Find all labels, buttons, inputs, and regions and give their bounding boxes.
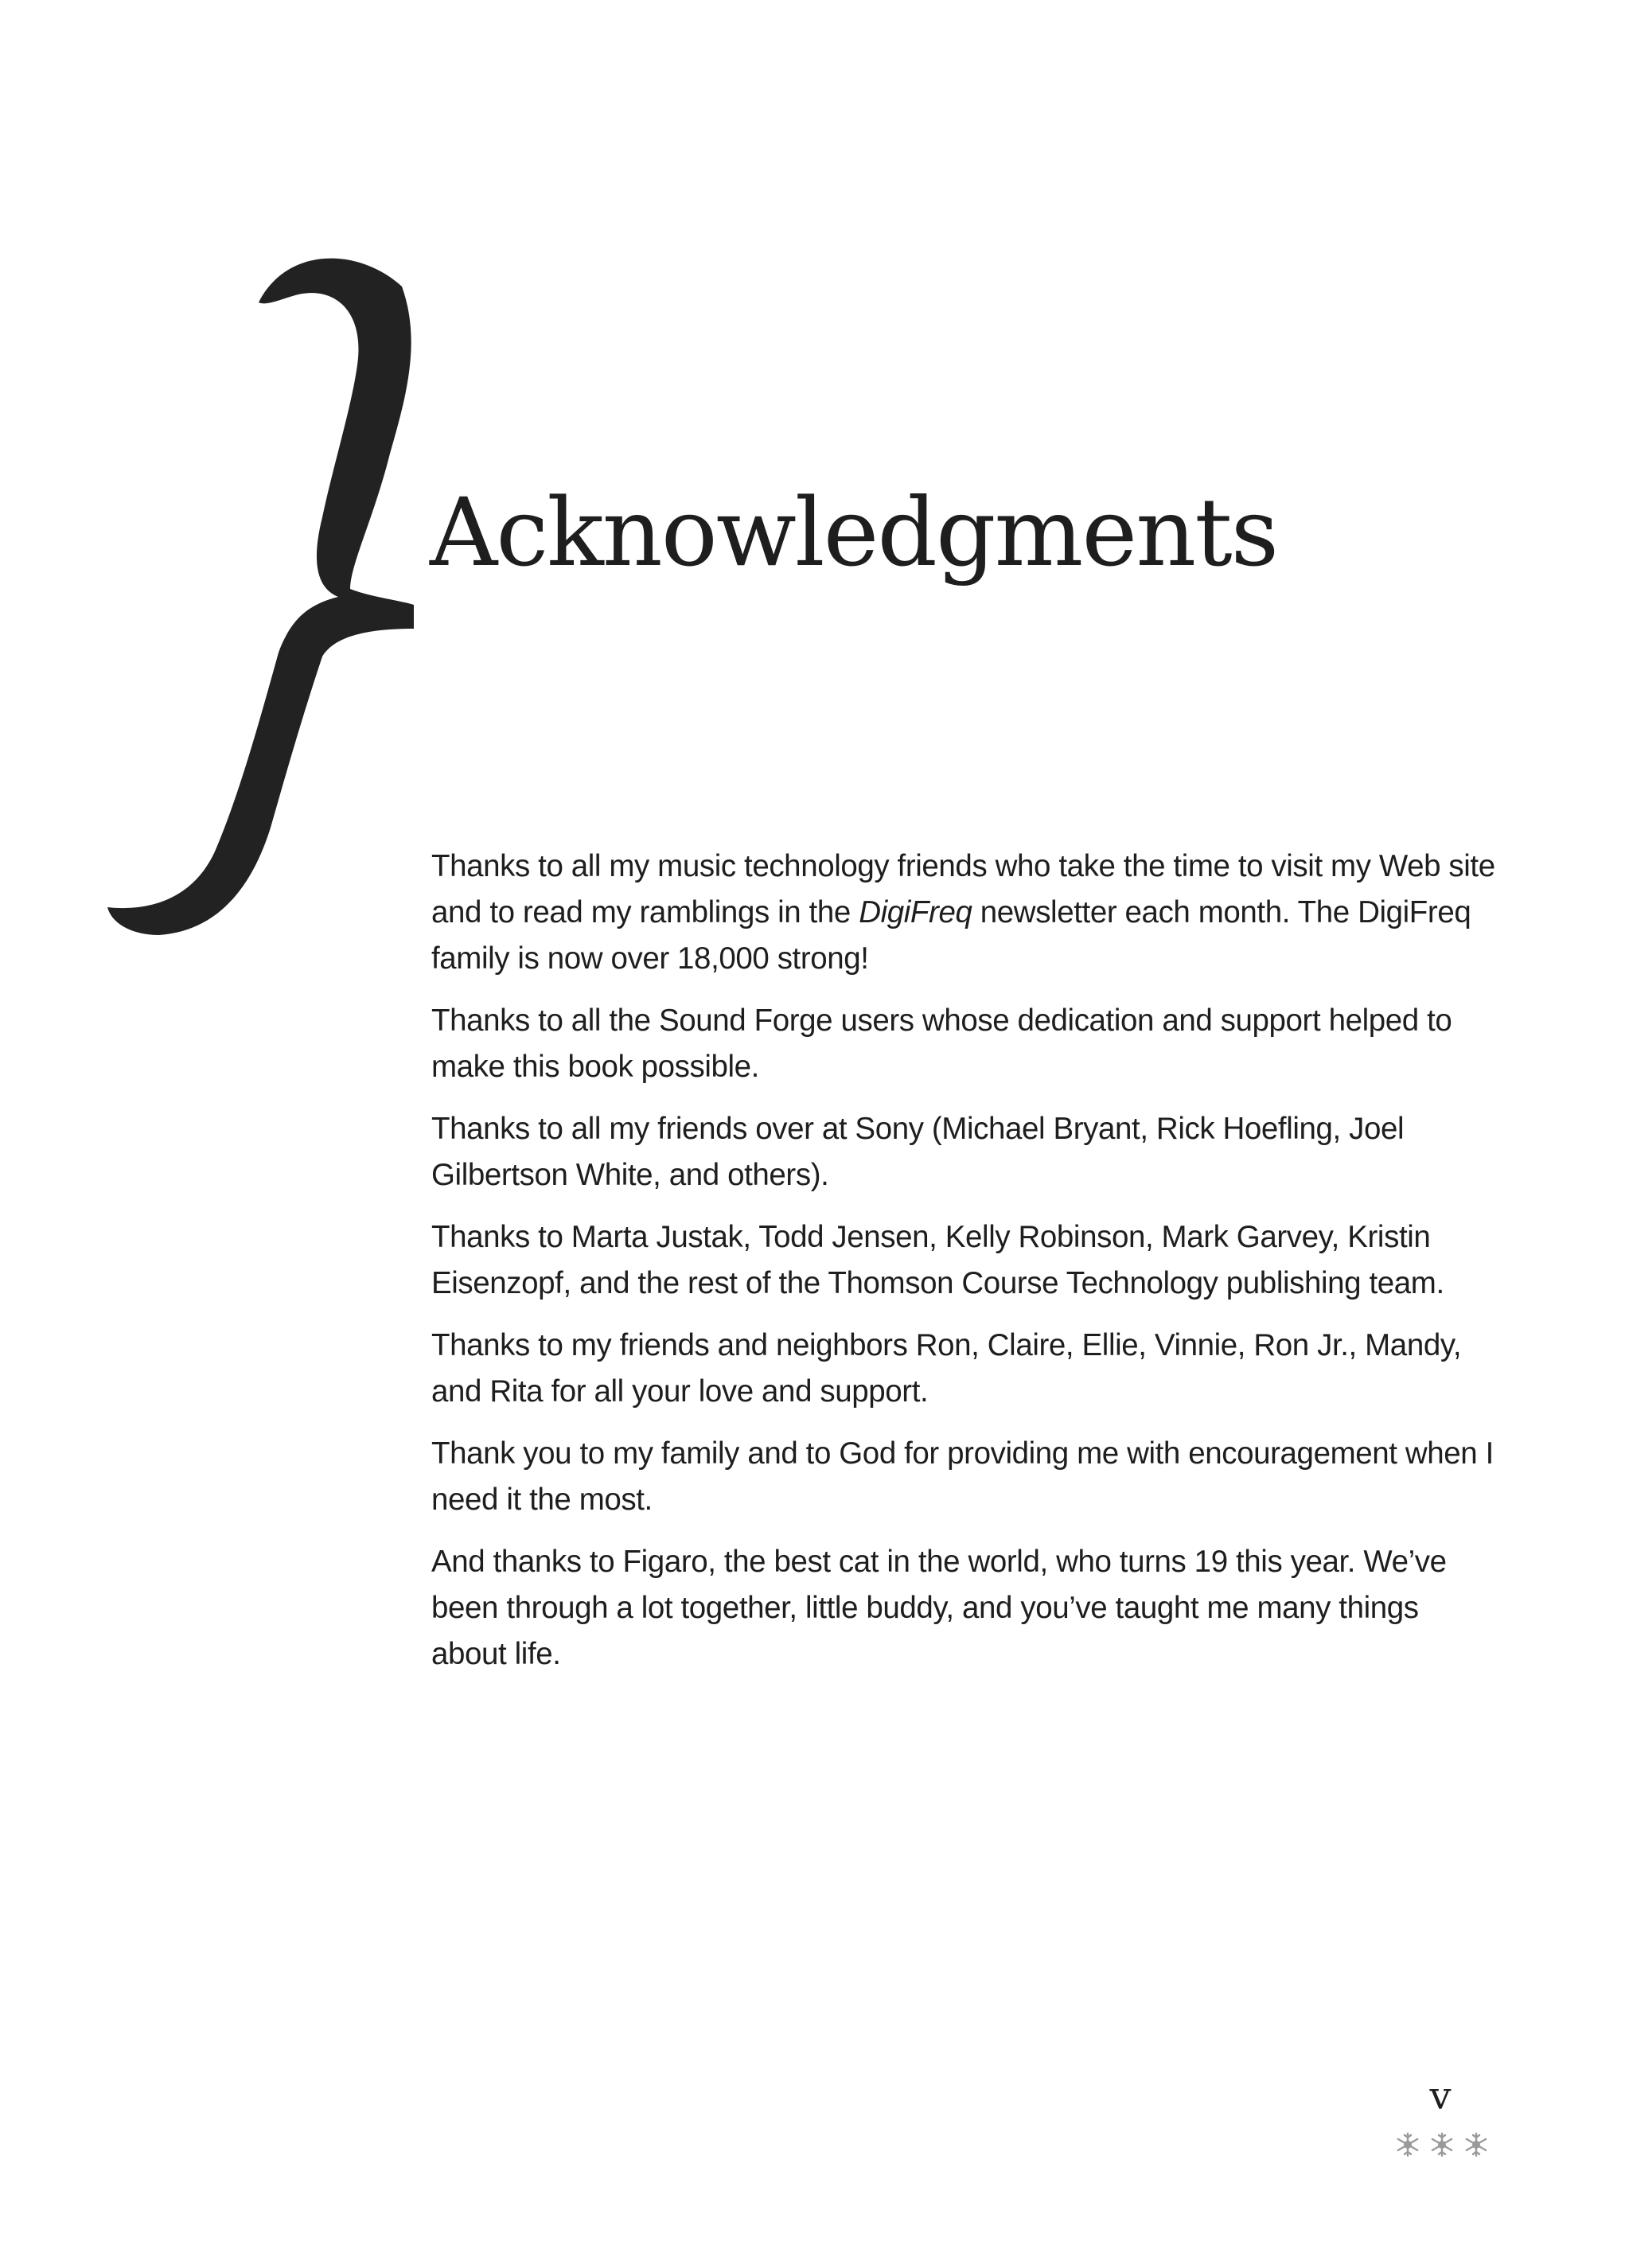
paragraph-text: newsletter each month. The DigiFreq family is now over 18,000 strong! [431, 895, 1471, 976]
paragraph: Thanks to my friends and neighbors Ron, Claire, Ellie, Vinnie, Ron Jr., Mandy, and Rita for all your love and support. [431, 1328, 1462, 1409]
paragraph: Thanks to all the Sound Forge users whose dedication and support helped to make this book possible. [431, 1003, 1452, 1084]
paragraph [431, 844, 1498, 982]
paragraph: And thanks to Figaro, the best cat in the world, who turns 19 this year. We’ve been through a lot together, little buddy, and you’ve taught me many things about life. [431, 1545, 1447, 1671]
paragraph: Thanks to Marta Justak, Todd Jensen, Kelly Robinson, Mark Garvey, Kristin Eisenzopf, and the rest of the Thomson Course Technology publishing team. [431, 1220, 1444, 1300]
page-number: v [1429, 2074, 1452, 2118]
curly-brace-decoration [95, 215, 414, 979]
paragraph: Thank you to my family and to God for providing me with encouragement when I need it the most. [431, 1436, 1494, 1517]
paragraph: Thanks to all my friends over at Sony (Michael Bryant, Rick Hoefling, Joel Gilbertson White, and others). [431, 1112, 1405, 1192]
snowflake-ornament-icon [1394, 2131, 1490, 2158]
acknowledgments-body [431, 844, 1498, 1693]
page-title: Acknowledgments [430, 477, 1278, 587]
newsletter-name: DigiFreq [859, 895, 972, 929]
paragraph-text: Thanks to all my music technology friends who take the time to visit my Web site and to read my ramblings in the [431, 849, 1495, 929]
